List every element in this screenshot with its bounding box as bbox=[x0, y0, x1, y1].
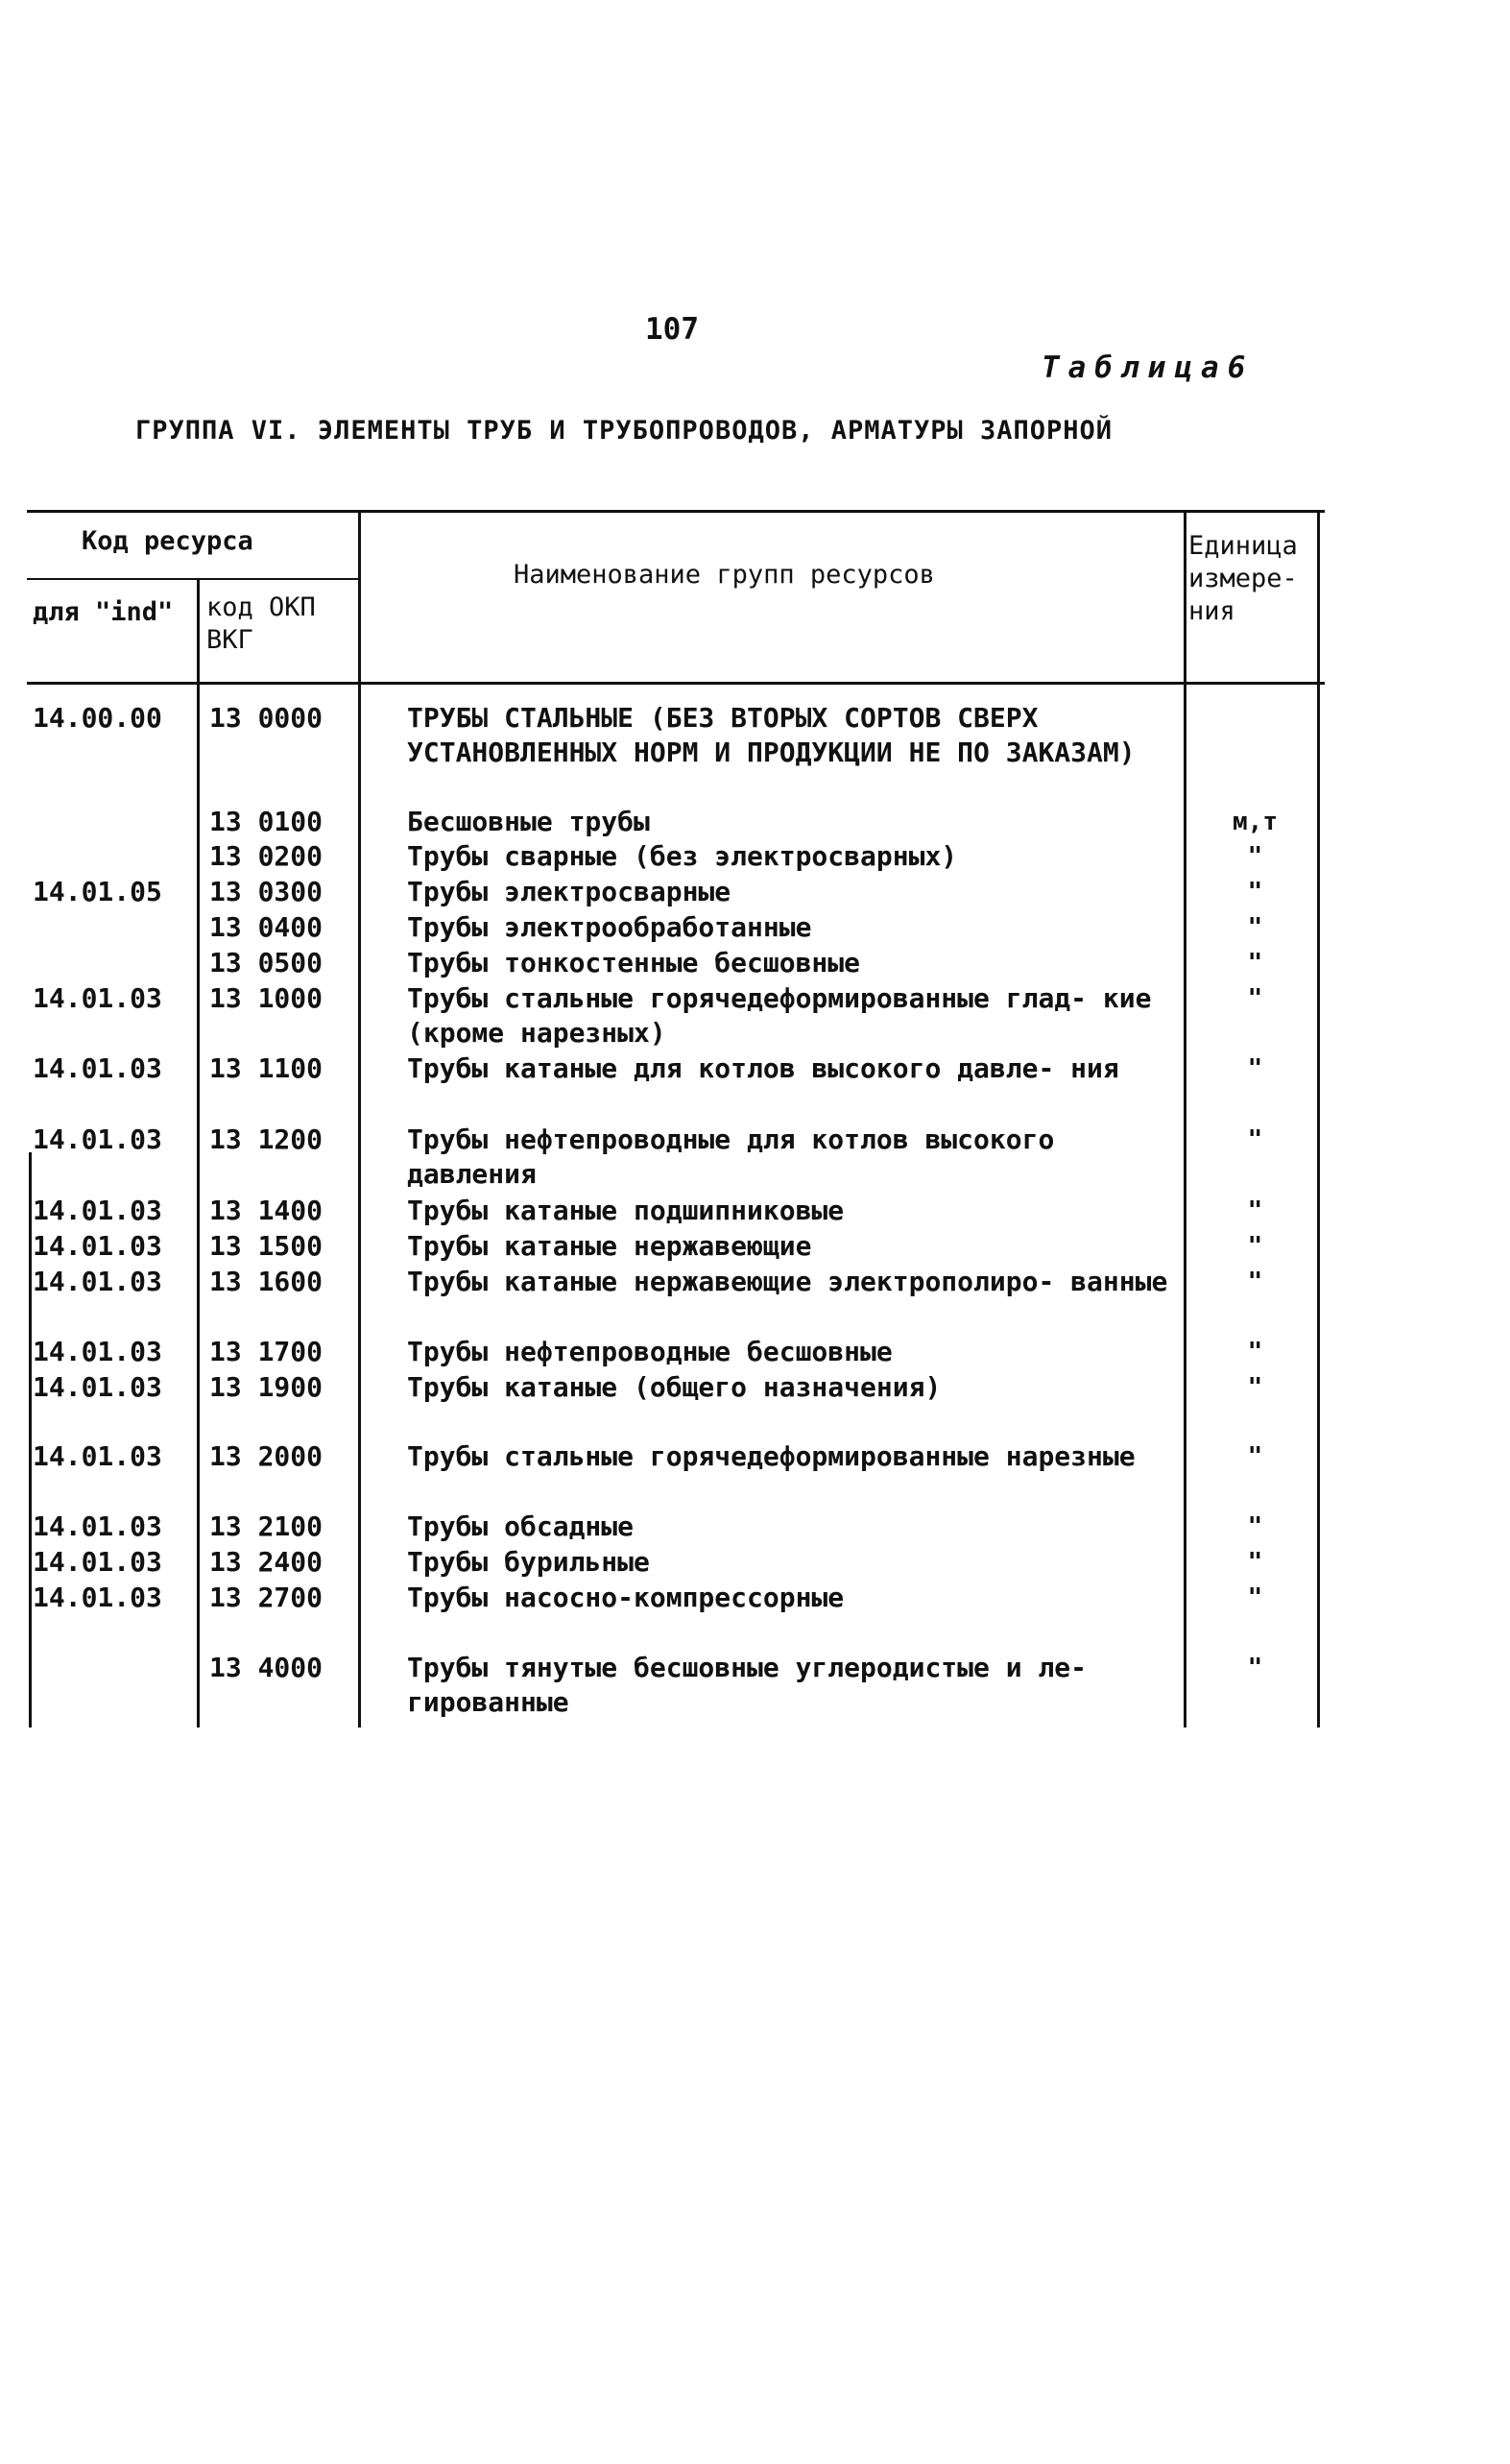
row-name: Трубы сварные (без электросварных) bbox=[407, 840, 958, 872]
row-okp: 13 4000 bbox=[209, 1652, 324, 1683]
column-divider-ind bbox=[197, 580, 200, 1727]
header-col-name: Наименование групп ресурсов bbox=[514, 560, 935, 590]
row-ind: 14.01.03 bbox=[33, 1336, 162, 1367]
row-name: Трубы электросварные bbox=[407, 876, 731, 907]
header-bottom-rule bbox=[27, 682, 1325, 685]
row-okp: 13 1700 bbox=[209, 1336, 324, 1367]
row-name: Трубы катаные нержавеющие bbox=[407, 1230, 812, 1262]
row-okp: 13 1500 bbox=[209, 1230, 324, 1262]
row-name: ТРУБЫ СТАЛЬНЫЕ (БЕЗ ВТОРЫХ СОРТОВ СВЕРХ УСТАНОВЛЕННЫХ НОРМ И ПРОДУКЦИИ НЕ ПО ЗАКАЗАМ) bbox=[407, 702, 1136, 768]
row-ind: 14.00.00 bbox=[33, 702, 162, 734]
row-name: Трубы нефтепроводные для котлов высокого давления bbox=[407, 1123, 1055, 1190]
row-ind: 14.01.03 bbox=[33, 1266, 162, 1297]
row-ind: 14.01.03 bbox=[33, 1123, 162, 1155]
row-unit: " bbox=[1247, 1054, 1263, 1083]
row-unit: " bbox=[1247, 1654, 1263, 1682]
row-name: Трубы катаные для котлов высокого давле- ния bbox=[407, 1052, 1119, 1084]
row-okp: 13 1000 bbox=[209, 982, 324, 1014]
page-number: 107 bbox=[645, 312, 699, 347]
row-unit: " bbox=[1247, 1125, 1263, 1154]
header-col-ind: для "ind" bbox=[33, 597, 174, 627]
row-okp: 13 2000 bbox=[209, 1440, 324, 1472]
row-unit: " bbox=[1247, 1512, 1263, 1541]
row-okp: 13 0400 bbox=[209, 911, 324, 943]
row-okp: 13 1100 bbox=[209, 1052, 324, 1084]
table-top-rule bbox=[27, 510, 1325, 513]
row-unit: " bbox=[1247, 1232, 1263, 1261]
row-okp: 13 0100 bbox=[209, 806, 324, 837]
row-name: Трубы катаные подшипниковые bbox=[407, 1195, 845, 1226]
row-unit: " bbox=[1247, 1583, 1263, 1612]
row-ind: 14.01.03 bbox=[33, 1195, 162, 1226]
row-ind: 14.01.03 bbox=[33, 982, 162, 1014]
row-okp: 13 0300 bbox=[209, 876, 324, 907]
row-okp: 13 1600 bbox=[209, 1266, 324, 1297]
row-ind: 14.01.05 bbox=[33, 876, 162, 907]
row-ind: 14.01.03 bbox=[33, 1510, 162, 1542]
row-unit: " bbox=[1247, 1196, 1263, 1225]
row-ind: 14.01.03 bbox=[33, 1546, 162, 1578]
group-title: ГРУППА VI. ЭЛЕМЕНТЫ ТРУБ И ТРУБОПРОВОДОВ, АРМАТУРЫ ЗАПОРНОЙ bbox=[135, 416, 1114, 446]
row-unit: " bbox=[1247, 1373, 1263, 1402]
column-divider-okp bbox=[358, 510, 361, 1727]
row-okp: 13 0200 bbox=[209, 840, 324, 872]
header-code-rule bbox=[27, 578, 360, 580]
row-unit: " bbox=[1247, 1268, 1263, 1296]
row-okp: 13 2700 bbox=[209, 1582, 324, 1613]
row-name: Трубы насосно-компрессорные bbox=[407, 1582, 845, 1613]
header-col-okp: код ОКП ВКГ bbox=[206, 592, 316, 655]
row-ind: 14.01.03 bbox=[33, 1440, 162, 1472]
row-name: Трубы катаные нержавеющие электрополиро- ванные bbox=[407, 1266, 1168, 1297]
row-ind: 14.01.03 bbox=[33, 1582, 162, 1613]
row-okp: 13 1200 bbox=[209, 1123, 324, 1155]
row-unit: " bbox=[1247, 984, 1263, 1013]
row-name: Трубы тянутые бесшовные углеродистые и ле- гированные bbox=[407, 1652, 1088, 1718]
header-code-group: Код ресурса bbox=[82, 526, 253, 556]
row-unit: " bbox=[1247, 913, 1263, 942]
row-name: Трубы стальные горячедеформированные глад- кие (кроме нарезных) bbox=[407, 982, 1152, 1049]
row-ind: 14.01.03 bbox=[33, 1052, 162, 1084]
row-okp: 13 2100 bbox=[209, 1510, 324, 1542]
row-unit: " bbox=[1247, 1442, 1263, 1471]
row-unit: " bbox=[1247, 949, 1263, 978]
row-ind: 14.01.03 bbox=[33, 1371, 162, 1403]
row-name: Трубы электрообработанные bbox=[407, 911, 812, 943]
row-name: Трубы обсадные bbox=[407, 1510, 635, 1542]
row-name: Трубы бурильные bbox=[407, 1546, 650, 1578]
row-unit: " bbox=[1247, 1548, 1263, 1577]
row-name: Трубы стальные горячедеформированные нарезные bbox=[407, 1440, 1136, 1472]
table-left-border bbox=[29, 1152, 32, 1727]
row-name: Трубы катаные (общего назначения) bbox=[407, 1371, 942, 1403]
row-name: Трубы нефтепроводные бесшовные bbox=[407, 1336, 893, 1367]
row-name: Бесшовные трубы bbox=[407, 806, 650, 837]
row-okp: 13 1400 bbox=[209, 1195, 324, 1226]
row-unit: м,т bbox=[1233, 808, 1278, 836]
row-okp: 13 2400 bbox=[209, 1546, 324, 1578]
row-okp: 13 0500 bbox=[209, 947, 324, 978]
row-okp: 13 1900 bbox=[209, 1371, 324, 1403]
row-unit: " bbox=[1247, 842, 1263, 871]
row-unit: " bbox=[1247, 878, 1263, 906]
row-name: Трубы тонкостенные бесшовные bbox=[407, 947, 861, 978]
row-okp: 13 0000 bbox=[209, 702, 324, 734]
table-label: Таблица6 bbox=[1042, 350, 1255, 385]
header-col-unit: Единица измере- ния bbox=[1188, 531, 1298, 626]
row-unit: " bbox=[1247, 1338, 1263, 1366]
row-ind: 14.01.03 bbox=[33, 1230, 162, 1262]
